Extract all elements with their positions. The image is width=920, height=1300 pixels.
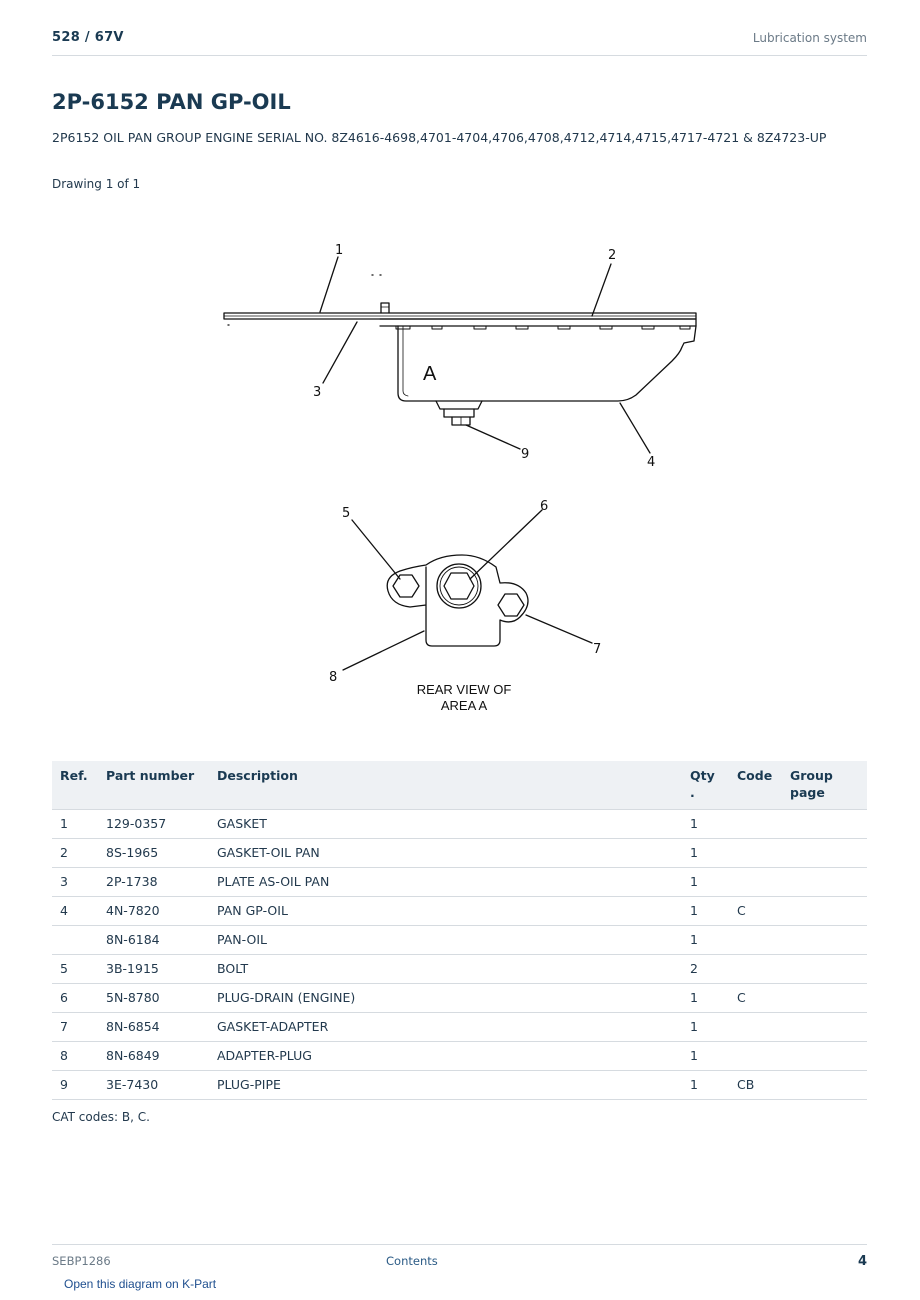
leader-8 xyxy=(343,631,424,670)
cell-code xyxy=(729,1041,782,1070)
parts-diagram xyxy=(0,215,920,735)
cell-part-number[interactable]: 3B-1915 xyxy=(98,954,209,983)
parts-table xyxy=(52,761,867,1100)
cell-qty: 1 xyxy=(682,867,729,896)
cell-part-number[interactable]: 129-0357 xyxy=(98,809,209,838)
cell-group-page xyxy=(782,1070,867,1099)
callout-9[interactable]: 9 xyxy=(521,447,530,462)
leader-2 xyxy=(592,264,611,316)
callout-2[interactable]: 2 xyxy=(608,248,617,263)
group-subtitle: 2P6152 OIL PAN GROUP ENGINE SERIAL NO. 8Z4616-4698,4701-4704,4706,4708,4712,4714,4715,4717-4721 & 8Z4723-UP xyxy=(52,130,827,145)
callout-4[interactable]: 4 xyxy=(647,455,656,470)
callout-1[interactable]: 1 xyxy=(335,243,344,258)
table-row xyxy=(52,867,867,896)
callout-5[interactable]: 5 xyxy=(342,506,351,521)
table-row xyxy=(52,809,867,838)
cell-qty: 1 xyxy=(682,838,729,867)
cell-group-page xyxy=(782,838,867,867)
cell-ref: 6 xyxy=(52,983,98,1012)
cell-part-number[interactable]: 4N-7820 xyxy=(98,896,209,925)
cell-qty: 1 xyxy=(682,1041,729,1070)
cell-ref: 1 xyxy=(52,809,98,838)
cell-code xyxy=(729,1012,782,1041)
page-footer xyxy=(52,1244,867,1274)
table-row xyxy=(52,1012,867,1041)
cell-description: GASKET-OIL PAN xyxy=(209,838,682,867)
cell-ref: 9 xyxy=(52,1070,98,1099)
cell-code: C xyxy=(729,983,782,1012)
cell-ref: 3 xyxy=(52,867,98,896)
table-row xyxy=(52,1070,867,1099)
page-header xyxy=(52,28,867,56)
page-title: 2P-6152 PAN GP-OIL xyxy=(52,90,291,114)
cell-part-number[interactable]: 8S-1965 xyxy=(98,838,209,867)
drawing-count: Drawing 1 of 1 xyxy=(52,177,141,191)
cell-part-number[interactable]: 5N-8780 xyxy=(98,983,209,1012)
kpart-diagram-link[interactable]: Open this diagram on K-Part xyxy=(64,1277,217,1291)
table-header-row xyxy=(52,761,867,809)
leader-3 xyxy=(323,322,357,383)
col-header-description: Description xyxy=(209,761,682,809)
cell-part-number[interactable]: 3E-7430 xyxy=(98,1070,209,1099)
callout-3[interactable]: 3 xyxy=(313,385,322,400)
callout-7[interactable]: 7 xyxy=(593,642,602,657)
cell-code xyxy=(729,954,782,983)
contents-link[interactable]: Contents xyxy=(386,1254,438,1268)
cell-code: CB xyxy=(729,1070,782,1099)
cell-description: PLUG-DRAIN (ENGINE) xyxy=(209,983,682,1012)
cell-description: PLATE AS-OIL PAN xyxy=(209,867,682,896)
cell-ref: 5 xyxy=(52,954,98,983)
table-row xyxy=(52,1041,867,1070)
table-row xyxy=(52,983,867,1012)
leader-7 xyxy=(526,615,592,643)
cell-part-number[interactable]: 2P-1738 xyxy=(98,867,209,896)
cell-qty: 2 xyxy=(682,954,729,983)
col-header-ref: Ref. xyxy=(52,761,98,809)
cell-part-number[interactable]: 8N-6854 xyxy=(98,1012,209,1041)
table-row xyxy=(52,925,867,954)
cat-codes-note: CAT codes: B, C. xyxy=(52,1110,150,1124)
document-id: SEBP1286 xyxy=(52,1254,111,1268)
leader-9 xyxy=(466,425,520,449)
page-number: 4 xyxy=(857,1254,867,1269)
leader-4 xyxy=(620,403,650,453)
cell-qty: 1 xyxy=(682,1070,729,1099)
col-header-group-page: Group page xyxy=(782,761,867,809)
table-row xyxy=(52,954,867,983)
col-header-qty: Qty . xyxy=(682,761,729,809)
cell-group-page xyxy=(782,1012,867,1041)
leader-1 xyxy=(320,257,338,312)
cell-group-page xyxy=(782,983,867,1012)
col-header-code: Code xyxy=(729,761,782,809)
cell-code xyxy=(729,838,782,867)
cell-qty: 1 xyxy=(682,983,729,1012)
section-label: Lubrication system xyxy=(752,31,867,45)
cell-group-page xyxy=(782,925,867,954)
cell-group-page xyxy=(782,954,867,983)
rear-view-line1: REAR VIEW OF xyxy=(416,682,512,697)
cell-code xyxy=(729,925,782,954)
leader-5 xyxy=(352,520,400,579)
callout-6[interactable]: 6 xyxy=(540,499,549,514)
cell-description: ADAPTER-PLUG xyxy=(209,1041,682,1070)
cell-part-number[interactable]: 8N-6849 xyxy=(98,1041,209,1070)
oil-pan-drawing xyxy=(0,215,920,735)
cell-code xyxy=(729,867,782,896)
cell-description: GASKET-ADAPTER xyxy=(209,1012,682,1041)
cell-group-page xyxy=(782,867,867,896)
cell-ref: 7 xyxy=(52,1012,98,1041)
callout-8[interactable]: 8 xyxy=(329,670,338,685)
cell-qty: 1 xyxy=(682,809,729,838)
cell-description: GASKET xyxy=(209,809,682,838)
cell-qty: 1 xyxy=(682,1012,729,1041)
cell-group-page xyxy=(782,809,867,838)
col-header-part-number: Part number xyxy=(98,761,209,809)
rear-view-caption xyxy=(408,682,520,714)
model-label: 528 / 67V xyxy=(52,30,124,45)
table-row xyxy=(52,896,867,925)
rear-view-line2: AREA A xyxy=(440,698,488,713)
table-row xyxy=(52,838,867,867)
cell-group-page xyxy=(782,896,867,925)
cell-description: PAN-OIL xyxy=(209,925,682,954)
cell-description: BOLT xyxy=(209,954,682,983)
area-a-label: A xyxy=(423,363,437,385)
cell-code: C xyxy=(729,896,782,925)
cell-ref: 8 xyxy=(52,1041,98,1070)
cell-qty: 1 xyxy=(682,896,729,925)
cell-ref xyxy=(52,925,98,954)
cell-description: PLUG-PIPE xyxy=(209,1070,682,1099)
leader-6 xyxy=(470,510,542,579)
cell-group-page xyxy=(782,1041,867,1070)
cell-description: PAN GP-OIL xyxy=(209,896,682,925)
cell-part-number[interactable]: 8N-6184 xyxy=(98,925,209,954)
cell-qty: 1 xyxy=(682,925,729,954)
cell-ref: 4 xyxy=(52,896,98,925)
cell-code xyxy=(729,809,782,838)
cell-ref: 2 xyxy=(52,838,98,867)
